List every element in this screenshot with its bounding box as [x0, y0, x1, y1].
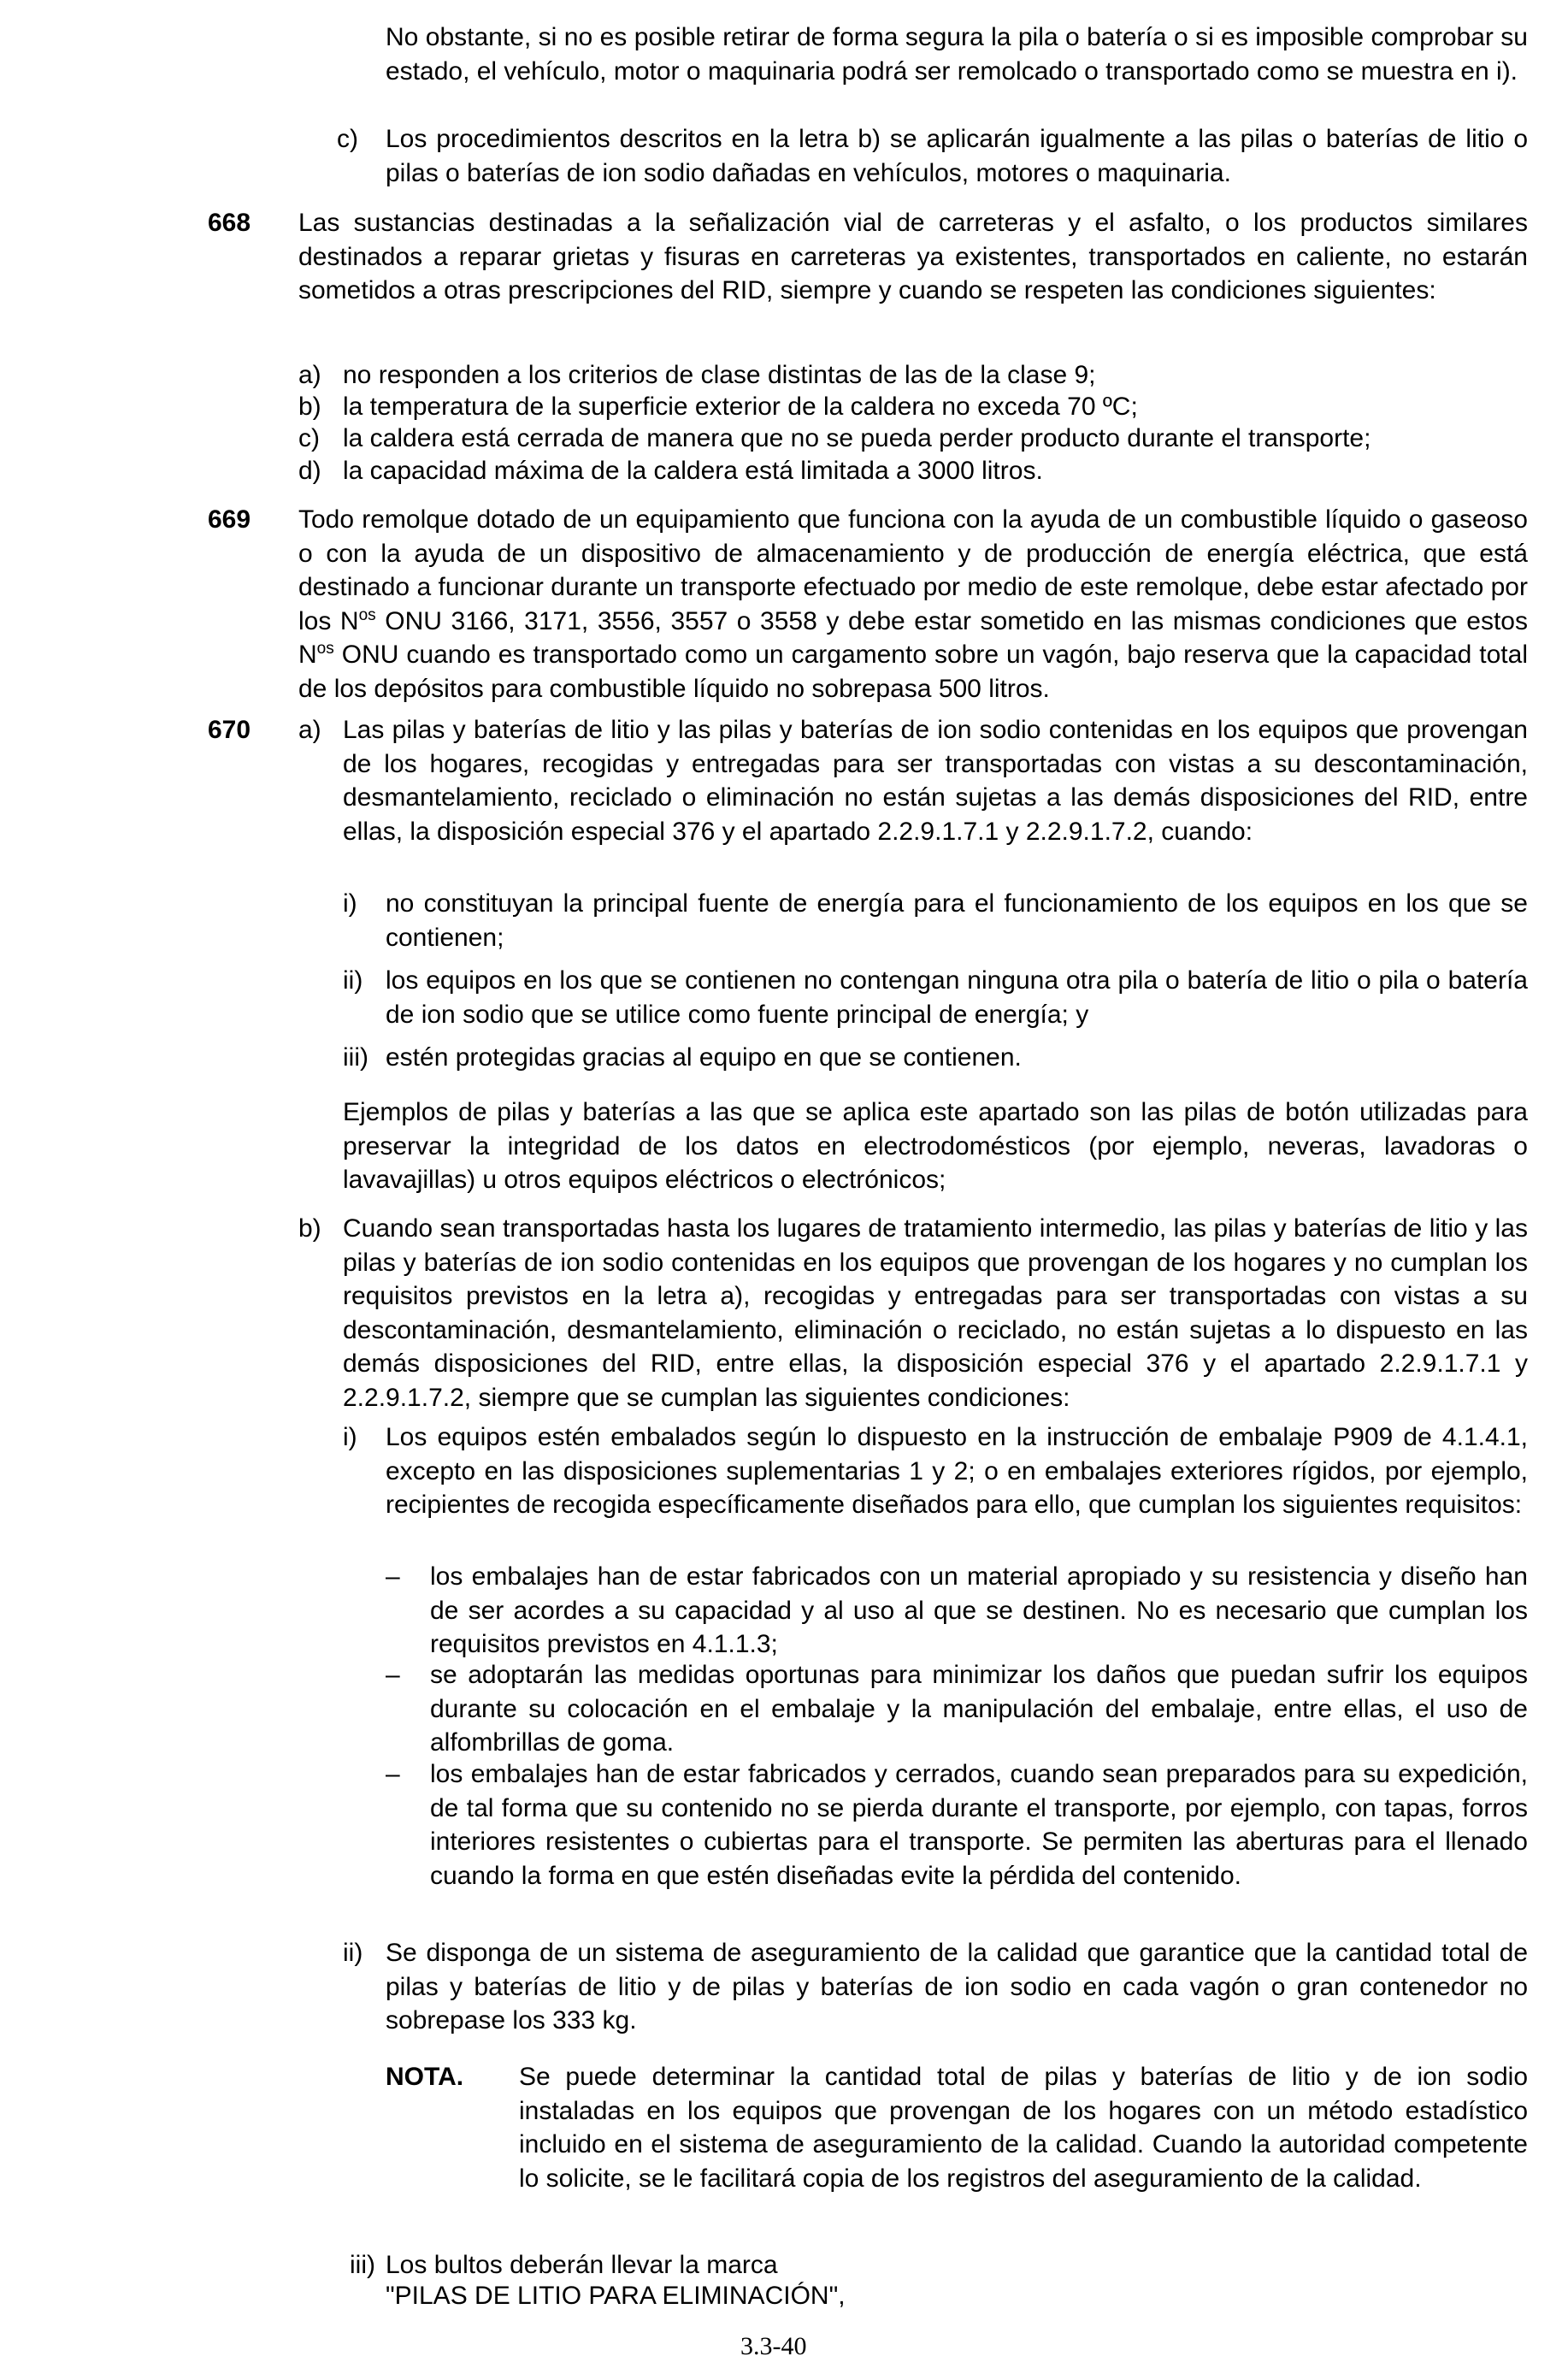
subitem-b-iii-line1: Los bultos deberán llevar la marca [386, 2251, 778, 2279]
examples-paragraph: Ejemplos de pilas y baterías a las que se aplica este apartado son las pilas de botón utilizadas para preservar la integridad de los datos en electrodomésticos (por ejemplo, neveras, lavadoras o lavavajillas) u otros equipos eléctricos o electrónicos; [343, 1098, 1528, 1194]
item-668-c-text: la caldera está cerrada de manera que no se pueda perder producto durante el transporte; [343, 424, 1371, 452]
item-label-670-a: a) [298, 716, 321, 744]
provision-number-670: 670 [208, 716, 251, 744]
item-label-668-c: c) [298, 424, 320, 452]
dash-item-1: los embalajes han de estar fabricados con un material apropiado y su resistencia y diseño han de ser acordes a su capacidad y al uso al que se destinen. No es necesario que cumplan los requisitos previstos en 4.1.1.3; [430, 1562, 1528, 1658]
subitem-label-b-ii: ii) [343, 1939, 363, 1967]
item-668-d-text: la capacidad máxima de la caldera está limitada a 3000 litros. [343, 457, 1043, 485]
subitem-label-a-iii: iii) [343, 1043, 368, 1072]
subitem-b-i-text: Los equipos estén embalados según lo dispuesto en la instrucción de embalaje P909 de 4.1.4.1, excepto en las disposiciones suplementarias 1 y 2; o en embalajes exteriores rígidos, por ejemplo, recipientes de recogida específicamente diseñados para ello, que cumplan los siguientes requisitos: [386, 1423, 1528, 1519]
subitem-label-b-i: i) [343, 1423, 357, 1451]
subitem-b-iii-line2: "PILAS DE LITIO PARA ELIMINACIÓN", [386, 2282, 846, 2310]
dash-bullet: – [386, 1760, 400, 1788]
subitem-a-iii-text: estén protegidas gracias al equipo en que se contienen. [386, 1043, 1022, 1072]
item-c-text: Los procedimientos descritos en la letra b) se aplicarán igualmente a las pilas o baterías de litio o pilas o baterías de ion sodio dañadas en vehículos, motores o maquinaria. [386, 125, 1528, 187]
subitem-b-ii-text: Se disponga de un sistema de aseguramiento de la calidad que garantice que la cantidad total de pilas y baterías de litio y de pilas y baterías de ion sodio en cada vagón o gran contenedor no sobrepase los 333 kg. [386, 1939, 1528, 2034]
item-label-668-a: a) [298, 361, 321, 389]
item-label-c: c) [337, 125, 358, 153]
continuation-paragraph: No obstante, si no es posible retirar de forma segura la pila o batería o si es imposible comprobar su estado, el vehículo, motor o maquinaria podrá ser remolcado o transportado como se muestra en i). [386, 23, 1528, 86]
item-670-a-text: Las pilas y baterías de litio y las pilas y baterías de ion sodio contenidas en los equipos que provengan de los hogares, recogidas y entregadas para ser transportadas con vistas a su descontaminación, desmantelamiento, reciclado o eliminación no están sujetas a las demás disposiciones del RID, entre ellas, la disposición especial 376 y el apartado 2.2.9.1.7.1 y 2.2.9.1.7.2, cuando: [343, 716, 1528, 846]
item-670-b-text: Cuando sean transportadas hasta los lugares de tratamiento intermedio, las pilas y baterías de litio y las pilas y baterías de ion sodio contenidas en los equipos que provengan de los hogares y no cumplan los requisitos previstos en la letra a), recogidas y entregadas para ser transportadas con vistas a su descontaminación, desmantelamiento, eliminación o reciclado, no están sujetas a lo dispuesto en las demás disposiciones del RID, entre ellas, la disposición especial 376 y el apartado 2.2.9.1.7.1 y 2.2.9.1.7.2, siempre que se cumplan las siguientes condiciones: [343, 1214, 1528, 1412]
subitem-label-b-iii: iii) [350, 2251, 375, 2279]
item-label-668-b: b) [298, 393, 321, 421]
subitem-label-a-i: i) [343, 889, 357, 918]
provision-number-669: 669 [208, 505, 251, 534]
provision-number-668: 668 [208, 209, 251, 237]
item-label-670-b: b) [298, 1214, 321, 1243]
note-text: Se puede determinar la cantidad total de pilas y baterías de litio y de ion sodio instaladas en los equipos que provengan de los hogares con un método estadístico incluido en el sistema de aseguramiento de la calidad. Cuando la autoridad competente lo solicite, se le facilitará copia de los registros del aseguramiento de la calidad. [519, 2063, 1528, 2193]
note-label: NOTA. [386, 2063, 464, 2091]
dash-bullet: – [386, 1562, 400, 1591]
dash-item-3: los embalajes han de estar fabricados y cerrados, cuando sean preparados para su expedición, de tal forma que su contenido no se pierda durante el transporte, por ejemplo, con tapas, forros interiores resistentes o cubiertas para el transporte. Se permiten las aberturas para el llenado cuando la forma en que estén diseñadas evite la pérdida del contenido. [430, 1760, 1528, 1890]
dash-bullet: – [386, 1661, 400, 1689]
subitem-a-ii-text: los equipos en los que se contienen no contengan ninguna otra pila o batería de litio o pila o batería de ion sodio que se utilice como fuente principal de energía; y [386, 966, 1528, 1029]
provision-668-intro: Las sustancias destinadas a la señalización vial de carreteras y el asfalto, o los productos similares destinados a reparar grietas y fisuras en carreteras ya existentes, transportados en caliente, no estarán sometidos a otras prescripciones del RID, siempre y cuando se respeten las condiciones siguientes: [298, 209, 1528, 304]
item-668-b-text: la temperatura de la superficie exterior de la caldera no exceda 70 ºC; [343, 393, 1138, 421]
item-668-a-text: no responden a los criterios de clase distintas de las de la clase 9; [343, 361, 1096, 389]
provision-669-text: Todo remolque dotado de un equipamiento que funciona con la ayuda de un combustible líquido o gaseoso o con la ayuda de un dispositivo de almacenamiento y de producción de energía eléctrica, que está destinado a funcionar durante un transporte efectuado por medio de este remolque, debe estar afectado por los $N^{os}$ ONU 3166, 3171, 3556, 3557 o 3558 y debe estar sometido en las mismas condiciones que estos $N^{os}$ ONU cuando es transportado como un cargamento sobre un vagón, bajo reserva que la capacidad total de los depósitos para combustible líquido no sobrepasa 500 litros. [298, 505, 1528, 703]
dash-item-2: se adoptarán las medidas oportunas para minimizar los daños que puedan sufrir los equipos durante su colocación en el embalaje y la manipulación del embalaje, entre ellas, el uso de alfombrillas de goma. [430, 1661, 1528, 1757]
page-number: 3.3-40 [740, 2332, 807, 2360]
subitem-label-a-ii: ii) [343, 966, 363, 995]
subitem-a-i-text: no constituyan la principal fuente de energía para el funcionamiento de los equipos en los que se contienen; [386, 889, 1528, 952]
item-label-668-d: d) [298, 457, 321, 485]
